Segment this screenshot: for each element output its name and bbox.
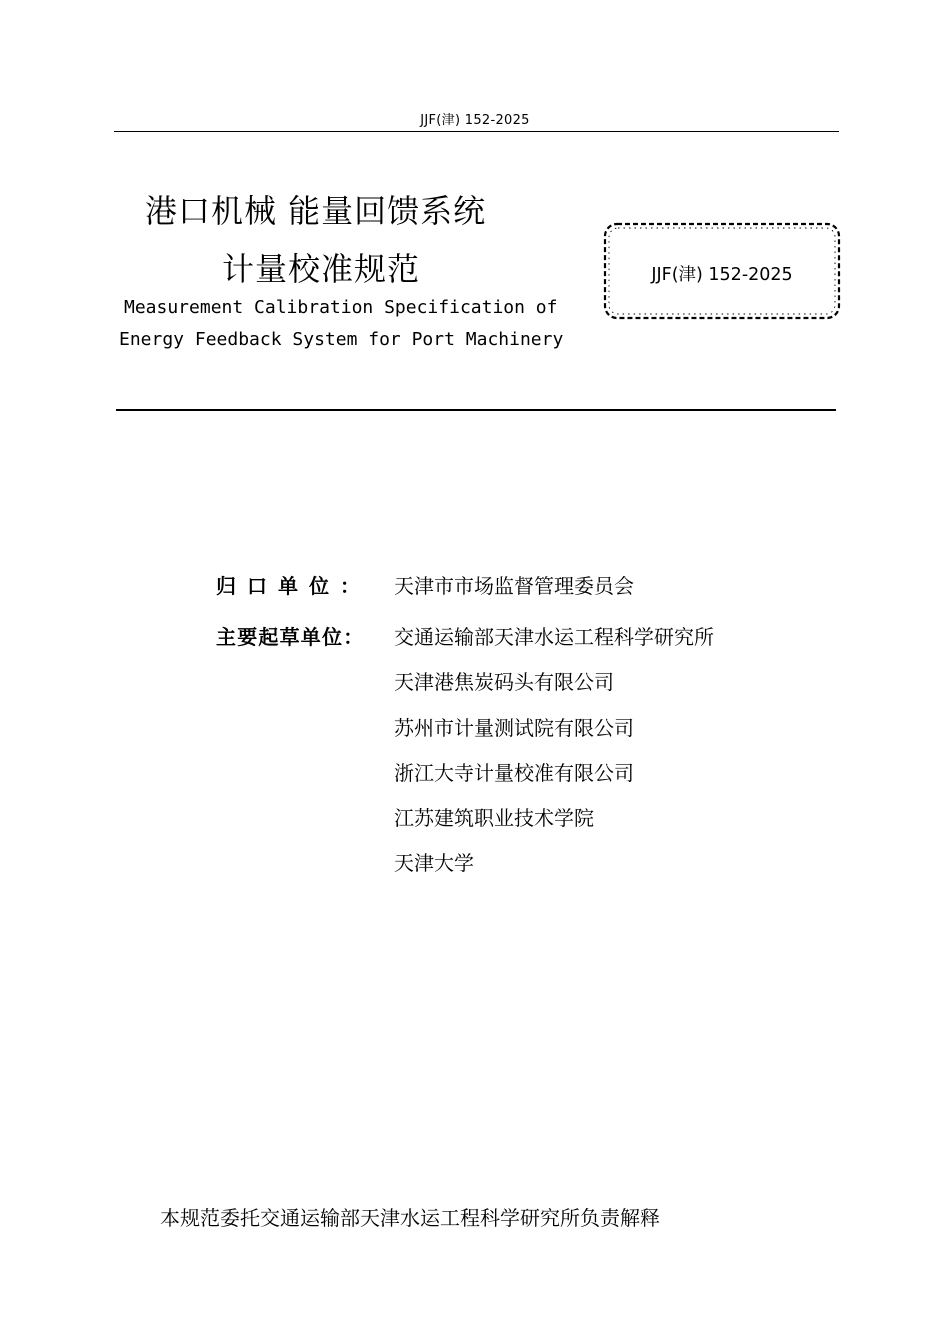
drafter-item: 苏州市计量测试院有限公司 <box>394 716 634 740</box>
drafter-item: 浙江大寺计量校准有限公司 <box>394 761 634 785</box>
code-box-text: JJF(津) 152-2025 <box>651 265 793 285</box>
title-line-2: 计量校准规范 <box>222 250 421 288</box>
header-rule <box>114 131 839 132</box>
drafter-item: 交通运输部天津水运工程科学研究所 <box>394 625 714 649</box>
unit-value: 天津市市场监督管理委员会 <box>394 574 634 598</box>
drafter-item: 天津港焦炭码头有限公司 <box>394 670 614 694</box>
footer-note: 本规范委托交通运输部天津水运工程科学研究所负责解释 <box>160 1206 660 1230</box>
drafter-item: 天津大学 <box>394 851 474 875</box>
english-title-line-1: Measurement Calibration Specification of <box>124 297 558 318</box>
header-code: JJF(津) 152-2025 <box>420 113 530 128</box>
unit-label: 归口单位： <box>216 574 371 598</box>
drafter-item: 江苏建筑职业技术学院 <box>394 806 594 830</box>
title-line-1: 港口机械 能量回馈系统 <box>145 192 487 230</box>
drafters-label: 主要起草单位： <box>216 625 365 649</box>
section-rule <box>116 409 836 411</box>
english-title-line-2: Energy Feedback System for Port Machinery <box>119 329 564 350</box>
